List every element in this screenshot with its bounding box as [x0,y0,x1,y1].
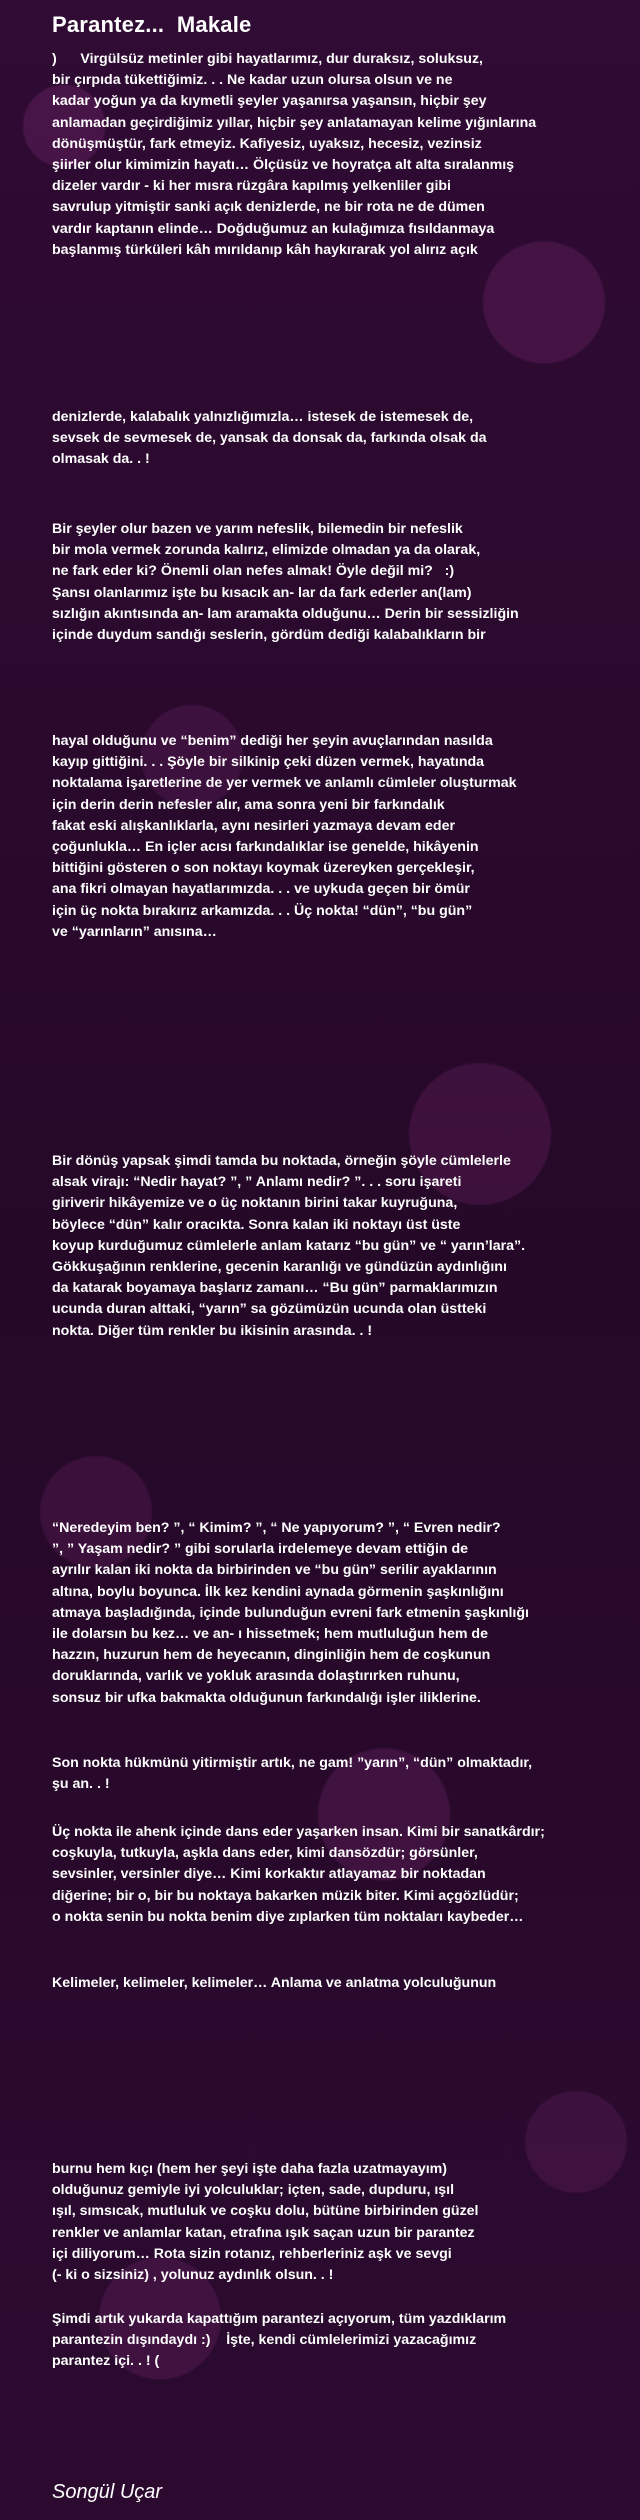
paragraph-line: diğerine; bir o, bir bu noktaya bakarken müzik biter. Kimi açgözlüdür; [52,1887,519,1904]
article-paragraph [52,1518,632,1709]
paragraph-line: sevsek de sevmesek de, yansak da donsak da, farkında olsak da [52,430,487,447]
paragraph-line: anlamadan geçirdiğimiz yıllar, hiçbir şey anlatamayan kelime yığınlarına [52,114,537,131]
article-paragraph [52,1973,632,1994]
paragraph-line: da katarak boyamaya başlarız zamanı… “Bu gün” parmaklarımızın [52,1280,498,1297]
paragraph-line: atmaya başladığında, içinde bulunduğun evreni fark etmenin şaşkınlığı [52,1604,529,1621]
paragraph-line: altına, boylu boyunca. İlk kez kendini aynada görmenin şaşkınlığını [52,1583,504,1600]
paragraph-line: içinde duydum sandığı seslerin, gördüm dediği kalabalıkların bir [52,627,486,644]
paragraph-line: ışıl, sımsıcak, mutluluk ve coşku dolu, bütüne birbirinden güzel [52,2203,479,2220]
paragraph-line: olmasak da. . ! [52,451,150,468]
paragraph-line: parantezin dışındaydı :) İşte, kendi cümlelerimizi yazacağımız [52,2332,477,2349]
paragraph-line: kayıp gittiğini. . . Şöyle bir silkinip çeki düzen vermek, hayatında [52,754,485,771]
paragraph-line: sevsinler, versinler diye… Kimi korkaktır atlayamaz bir noktadan [52,1866,486,1883]
paragraph-line: ”, ” Yaşam nedir? ” gibi sorularla irdelemeye devam ettiğin de [52,1541,469,1558]
paragraph-line: sızlığın akıntısında an- lam aramakta olduğunu… Derin bir sessizliğin [52,605,519,622]
paragraph-line: “Neredeyim ben? ”, “ Kimim? ”, “ Ne yapıyorum? ”, “ Evren nedir? [52,1520,501,1536]
article-paragraph [52,49,632,261]
paragraph-line: bir çırpıda tükettiğimiz. . . Ne kadar uzun olursa olsun ve ne [52,72,453,89]
paragraph-line: Üç nokta ile ahenk içinde dans eder yaşarken insan. Kimi bir sanatkârdır; [52,1824,545,1840]
article-paragraph [52,1151,632,1342]
article-paragraph [52,1753,632,1795]
paragraph-line: Gökkuşağının renklerine, gecenin karanlığı ve gündüzün aydınlığını [52,1259,507,1276]
paragraph-line: için derin derin nefesler alır, ama sonra yeni bir farkındalık [52,796,445,813]
paragraph-line: başlanmış türküleri kâh mırıldanıp kâh haykırarak yol alırız açık [52,241,478,258]
paragraph-line: böylece “dün” kalır oracıkta. Sonra kalan iki noktayı üst üste [52,1216,461,1233]
paragraph-line: bir mola vermek zorunda kalırız, elimizde olmadan ya da olarak, [52,542,481,559]
paragraph-line: ucunda duran alttaki, “yarın” sa gözümüzün ucunda olan üstteki [52,1301,487,1318]
paragraph-line: olduğunuz gemiyle iyi yolculuklar; içten, sade, dupduru, ışıl [52,2182,455,2199]
paragraph-line: alsak virajı: “Nedir hayat? ”, ” Anlamı nedir? ”. . . soru işareti [52,1174,462,1191]
paragraph-line: ile dolarsın bu kez… ve an- ı hissetmek; hem mutluluğun hem de [52,1626,488,1643]
article-title: Parantez... Makale [52,12,252,37]
paragraph-line: ana fikri olmayan hayatlarımızda. . . ve uykuda geçen bir ömür [52,881,470,898]
paragraph-line: dönüşmüştür, fark etmeyiz. Kafiyesiz, uyaksız, hecesiz, vezinsiz [52,135,482,152]
author-signature: Songül Uçar [52,2481,163,2503]
paragraph-line: şiirler olur kimimizin hayatı… Ölçüsüz ve hoyratça alt alta sıralanmış [52,157,515,174]
paragraph-line: Kelimeler, kelimeler, kelimeler… Anlama ve anlatma yolculuğunun [52,1975,497,1991]
paragraph-line: Bir şeyler olur bazen ve yarım nefeslik, bilemedin bir nefeslik [52,521,463,537]
paragraph-line: şu an. . ! [52,1776,110,1793]
paragraph-line: savrulup yitmiştir sanki açık denizlerde, ne bir rota ne de dümen [52,199,485,216]
paragraph-line: Son nokta hükmünü yitirmiştir artık, ne gam! ”yarın”, “dün” olmaktadır, [52,1755,533,1771]
article-paragraph [52,731,632,943]
paragraph-line: nokta. Diğer tüm renkler bu ikisinin arasında. . ! [52,1322,373,1339]
paragraph-line: Şimdi artık yukarda kapattığım parantezi açıyorum, tüm yazdıklarım [52,2311,507,2327]
paragraph-line: ve “yarınların” anısına… [52,923,217,940]
article-paragraph [52,2159,632,2286]
paragraph-line: vardır kaptanın elinde… Doğduğumuz an kulağımıza fısıldanmaya [52,220,495,237]
paragraph-line: burnu hem kıçı (hem her şeyi işte daha fazla uzatmayayım) [52,2161,448,2177]
paragraph-line: hazzın, huzurun hem de heyecanın, dinginliğin hem de coşkunun [52,1647,491,1664]
paragraph-line: renkler ve anlamlar katan, etrafına ışık saçan uzun bir parantez [52,2224,475,2241]
paragraph-line: bittiğini gösteren o son noktayı koymak üzereyken gerçekleşir, [52,860,475,877]
article-paragraph [52,1822,632,1928]
paragraph-line: sonsuz bir ufka bakmakta olduğunun farkındalığı işler iliklerine. [52,1689,481,1706]
article-paragraph [52,519,632,646]
paragraph-line: için üç nokta bırakırız arkamızda. . . Üç nokta! “dün”, “bu gün” [52,902,473,919]
paragraph-line: giriverir hikâyemize ve o üç noktanın birini takar kuyruğuna, [52,1195,458,1212]
paragraph-line: dizeler vardır - ki her mısra rüzgâra kapılmış yelkenliler gibi [52,178,451,195]
paragraph-line: ayrılır kalan iki nokta da birbirinden ve “bu gün” serilir ayaklarının [52,1562,497,1579]
paragraph-line: noktalama işaretlerine de yer vermek ve anlamlı cümleler oluşturmak [52,775,517,792]
paragraph-line: ne fark eder ki? Önemli olan nefes almak! Öyle değil mi? :) [52,563,455,580]
paragraph-line: Bir dönüş yapsak şimdi tamda bu noktada, örneğin şöyle cümlelerle [52,1153,511,1169]
paragraph-line: içi diliyorum… Rota sizin rotanız, rehberleriniz aşk ve sevgi [52,2245,452,2262]
paragraph-line: fakat eski alışkanlıklarla, aynı nesirleri yazmaya devam eder [52,817,456,834]
paragraph-line: parantez içi. . ! ( [52,2353,160,2370]
paragraph-line: (- ki o sizsiniz) , yolunuz aydınlık olsun. . ! [52,2267,334,2284]
article-paragraph [52,407,632,471]
paragraph-line: Şansı olanlarımız işte bu kısacık an- lar da fark ederler an(lam) [52,584,472,601]
paragraph-line: coşkuyla, tutkuyla, aşkla dans eder, kimi dansözdür; görsünler, [52,1845,478,1862]
paragraph-line: ) Virgülsüz metinler gibi hayatlarımız, dur duraksız, soluksuz, [52,51,483,67]
paragraph-line: denizlerde, kalabalık yalnızlığımızla… istesek de istemesek de, [52,409,474,425]
paragraph-line: o nokta senin bu nokta benim diye zıplarken tüm noktaları kaybeder… [52,1908,524,1925]
paragraph-line: kadar yoğun ya da kıymetli şeyler yaşanırsa yaşansın, hiçbir şey [52,93,487,110]
paragraph-line: doruklarında, varlık ve yokluk arasında dolaştırırken ruhunu, [52,1668,460,1685]
paragraph-line: hayal olduğunu ve “benim” dediği her şeyin avuçlarından nasılda [52,733,493,749]
article-paragraph [52,2309,632,2373]
paragraph-line: koyup kurduğumuz cümlelerle anlam katarız “bu gün” ve “ yarın’lara”. [52,1237,526,1254]
paragraph-line: çoğunlukla… En içler acısı farkındalıklar ise genelde, hikâyenin [52,839,479,856]
